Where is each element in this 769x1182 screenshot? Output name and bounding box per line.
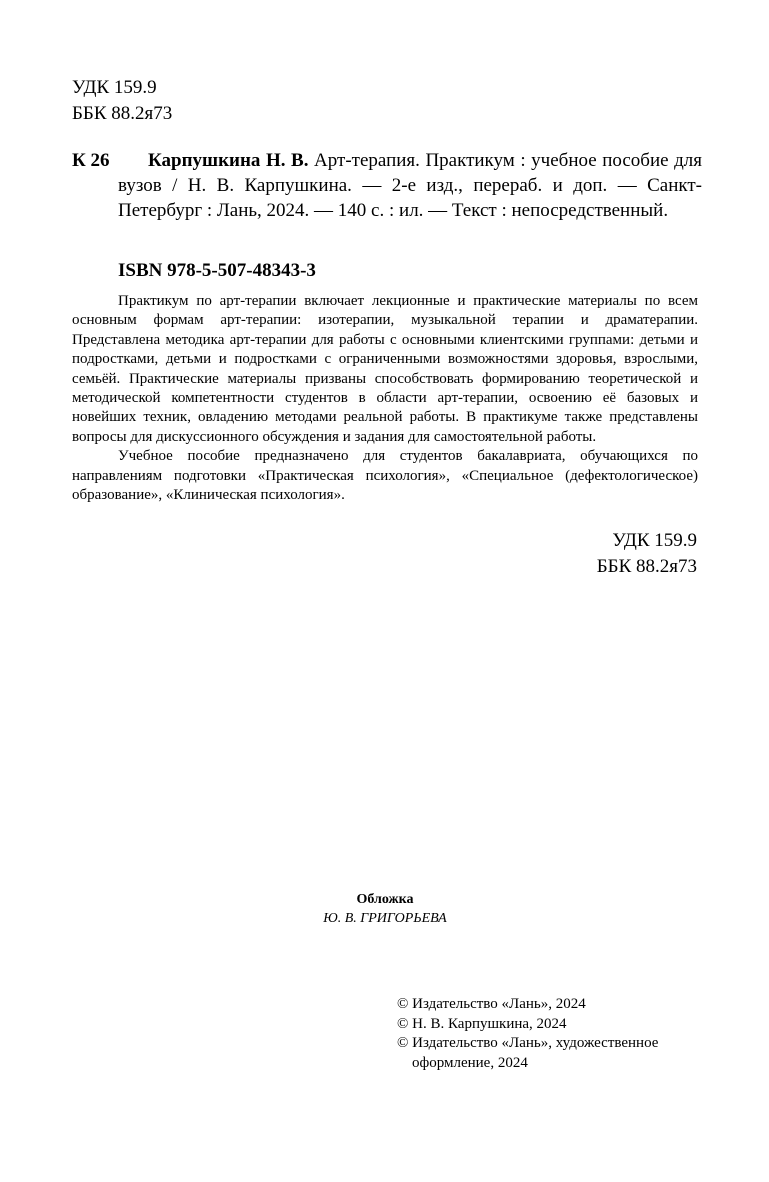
annotation-paragraph: Практикум по арт-терапии включает лекционные и практические материалы по всем основным формам арт-терапии: изотерапии, музыкальной терапии и драматерапии. Представлена методика арт-терапии для работы с основными клиентскими группами: детьми и подростками, детьми и подростками с ограниченными возможностями здоровья, взрослыми, семьёй. Практические материалы призваны способствовать формированию теоретической и методической компетентности студентов в области арт-терапии, освоению её базовых и новейших техник, овладению методами реальной работы. В практикуме также представлены вопросы для дискуссионного обсуждения и задания для самостоятельной работы. <box>72 293 698 445</box>
bbk-code-bottom: ББК 88.2я73 <box>596 556 697 577</box>
bbk-code-top: ББК 88.2я73 <box>72 103 173 124</box>
description-text: Арт-терапия. Практикум : учебное пособие для вузов / Н. В. Карпушкина. — 2-е изд., перераб. и доп. — Санкт-Петербург : Лань, 2024. — 140 с. : ил. — Текст : непосредственный. <box>118 150 703 221</box>
udk-code-top: УДК 159.9 <box>72 77 157 98</box>
author-code: К 26 <box>72 150 110 171</box>
cover-designer: Ю. В. ГРИГОРЬЕВА <box>323 911 447 926</box>
isbn: ISBN 978-5-507-48343-3 <box>118 260 316 281</box>
copyright-line: © Издательство «Лань», 2024 <box>397 996 586 1012</box>
classification-bottom <box>597 528 697 580</box>
author-name: Карпушкина Н. В. <box>148 150 309 171</box>
copyright-block <box>397 995 707 1073</box>
copyright-line: © Издательство «Лань», художественное <box>397 1035 659 1051</box>
annotation <box>72 292 698 505</box>
udk-code-bottom: УДК 159.9 <box>612 530 697 551</box>
cover-credit <box>310 890 460 928</box>
annotation-paragraph: Учебное пособие предназначено для студентов бакалавриата, обучающихся по направлениям подготовки «Практическая психология», «Специальное (дефектологическое) образование», «Клиническая психология». <box>72 448 698 504</box>
bibliographic-description <box>118 148 702 223</box>
catalog-card <box>72 148 702 223</box>
copyright-line: оформление, 2024 <box>412 1054 528 1071</box>
copyright-line: © Н. В. Карпушкина, 2024 <box>397 1015 567 1032</box>
cover-label: Обложка <box>356 892 414 907</box>
classification-top <box>72 75 172 127</box>
